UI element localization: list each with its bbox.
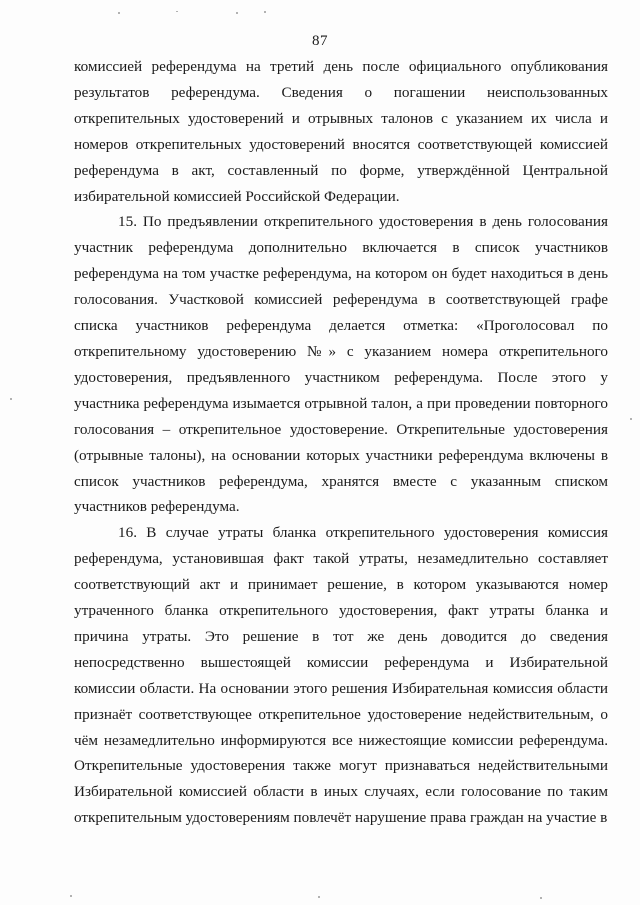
paragraph-continuation: комиссией референдума на третий день после официального опубликования результатов референдума. Сведения о погашении неиспользованных открепительных удостоверений и отрывных талонов с указанием их числа и номеров открепительных удостоверений вносятся соответствующей комиссией референдума в акт, составленный по форме, утверждённой Центральной избирательной комиссией Российской Федерации. bbox=[74, 58, 608, 205]
scan-speck bbox=[176, 11, 178, 12]
scan-speck bbox=[118, 12, 120, 14]
paragraph-16: 16. В случае утраты бланка открепительного удостоверения комиссия референдума, установившая факт такой утраты, незамедлительно составляет соответствующий акт и принимает решение, в котором указываются номер утраченного бланка открепительного удостоверения, факт утраты бланка и причина утраты. Это решение в тот же день доводится до сведения непосредственно вышестоящей комиссии референдума и Избирательной комиссии области. На основании этого решения Избирательная комиссия области признаёт соответствующее открепительное удостоверение недействительным, о чём незамедлительно информируются все нижестоящие комиссии референдума. Открепительные удостоверения также могут признаваться недействительными Избирательной комиссией области в иных случаях, если голосование по таким открепительным удостоверениям повлечёт нарушение права граждан на участие в bbox=[74, 524, 608, 827]
scan-speck bbox=[264, 11, 266, 13]
scan-speck bbox=[540, 897, 542, 899]
scan-speck bbox=[10, 398, 12, 400]
document-body bbox=[74, 54, 608, 831]
scan-speck bbox=[630, 418, 632, 420]
scan-speck bbox=[236, 12, 238, 14]
paragraph-15: 15. По предъявлении открепительного удостоверения в день голосования участник референдума дополнительно включается в список участников референдума на том участке референдума, на котором он будет находиться в день голосования. Участковой комиссией референдума в соответствующей графе списка участников референдума делается отметка: «Проголосовал по открепительному удостоверению №» с указанием номера открепительного удостоверения, предъявленного участником референдума. После этого у участника референдума изымается отрывной талон, а при проведении повторного голосования – открепительное удостоверение. Открепительные удостоверения (отрывные талоны), на основании которых участники референдума включены в список участников референдума, хранятся вместе с указанным списком участников референдума. bbox=[74, 213, 608, 516]
page-number: 87 bbox=[312, 33, 328, 49]
scan-speck bbox=[70, 895, 72, 897]
scan-speck bbox=[318, 896, 320, 898]
